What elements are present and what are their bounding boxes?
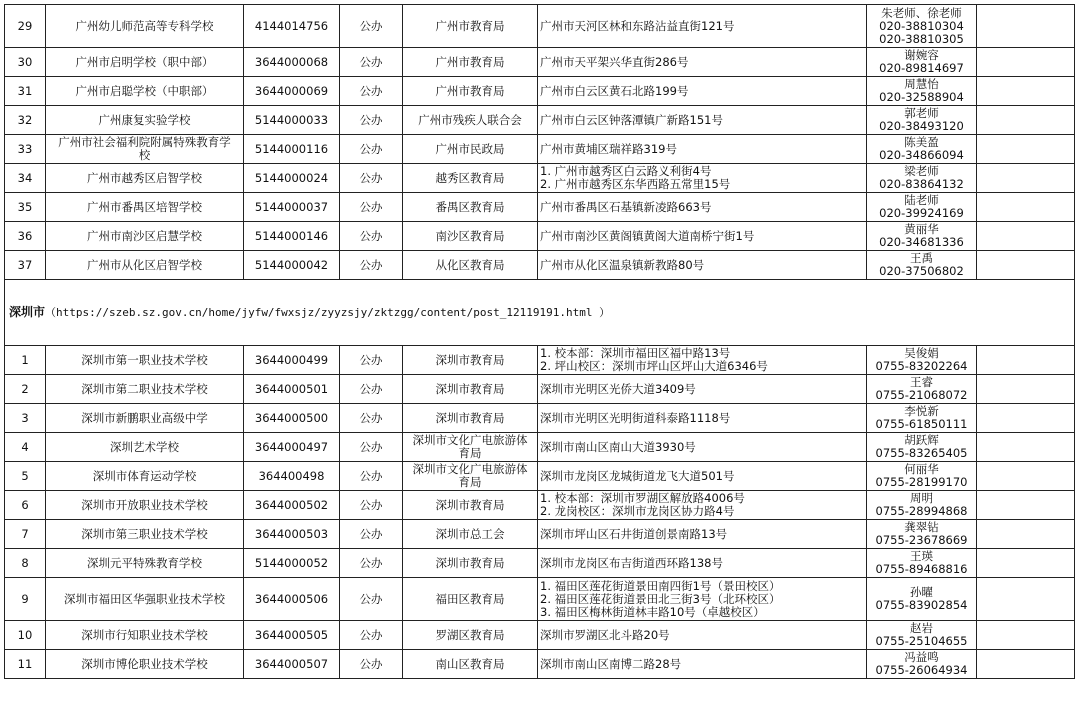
contact-cell — [867, 549, 977, 578]
address-cell — [538, 251, 867, 280]
school-name-line: 广州市越秀区启智学校 — [87, 170, 202, 185]
address-cell — [538, 77, 867, 106]
contact-line: 020-34681336 — [879, 235, 964, 249]
authority-cell — [403, 106, 538, 135]
table-row — [5, 135, 1075, 164]
school-code-cell: 3644000505 — [244, 621, 340, 650]
school-code-cell: 5144000033 — [244, 106, 340, 135]
table-row — [5, 433, 1075, 462]
school-name-line: 广州市南沙区启慧学校 — [87, 228, 202, 243]
table-row — [5, 48, 1075, 77]
address-line: 2. 广州市越秀区东华西路五常里15号 — [540, 177, 731, 191]
contact-cell — [867, 106, 977, 135]
contact-line: 王瑛 — [910, 549, 933, 563]
note-cell — [977, 346, 1075, 375]
school-code-cell: 5144000037 — [244, 193, 340, 222]
table-row — [5, 251, 1075, 280]
contact-line: 冯益鸣 — [904, 650, 939, 664]
row-number-cell: 35 — [5, 193, 46, 222]
school-type-cell: 公办 — [340, 164, 403, 193]
authority-cell — [403, 650, 538, 679]
contact-line: 020-34866094 — [879, 148, 964, 162]
school-type-cell: 公办 — [340, 650, 403, 679]
address-cell — [538, 578, 867, 621]
contact-line: 0755-83265405 — [875, 446, 968, 460]
table-row — [5, 375, 1075, 404]
address-line: 广州市白云区钟落潭镇广新路151号 — [540, 112, 723, 127]
school-name-cell — [46, 193, 244, 222]
school-type-cell: 公办 — [340, 578, 403, 621]
school-type-cell: 公办 — [340, 251, 403, 280]
note-cell — [977, 135, 1075, 164]
authority-cell — [403, 433, 538, 462]
contact-line: 0755-25104655 — [875, 634, 968, 648]
row-number-cell: 31 — [5, 77, 46, 106]
authority-line: 深圳市教育局 — [435, 555, 505, 570]
contact-line: 吴俊娟 — [904, 346, 939, 360]
authority-cell — [403, 5, 538, 48]
table-row — [5, 650, 1075, 679]
school-type-cell: 公办 — [340, 346, 403, 375]
contact-cell — [867, 404, 977, 433]
school-name-line: 深圳市体育运动学校 — [92, 468, 197, 483]
contact-line: 0755-26064934 — [875, 663, 968, 677]
row-number-cell: 7 — [5, 520, 46, 549]
note-cell — [977, 48, 1075, 77]
address-cell — [538, 462, 867, 491]
school-code-cell: 3644000499 — [244, 346, 340, 375]
school-name-cell — [46, 164, 244, 193]
authority-cell — [403, 404, 538, 433]
school-name-cell — [46, 222, 244, 251]
address-line: 广州市番禺区石基镇新凌路663号 — [540, 199, 712, 214]
school-type-cell: 公办 — [340, 404, 403, 433]
shenzhen-rows — [5, 346, 1075, 679]
note-cell — [977, 621, 1075, 650]
row-number-cell: 4 — [5, 433, 46, 462]
contact-line: 020-89814697 — [879, 61, 964, 75]
address-line: 深圳市坪山区石井街道创景南路13号 — [540, 526, 728, 541]
contact-line: 赵岩 — [910, 621, 933, 635]
table-row — [5, 491, 1075, 520]
authority-cell — [403, 621, 538, 650]
school-name-line: 深圳市新鹏职业高级中学 — [81, 410, 208, 425]
address-line: 深圳市南山区南博二路28号 — [540, 656, 682, 671]
authority-cell — [403, 222, 538, 251]
address-cell — [538, 404, 867, 433]
table-row — [5, 5, 1075, 48]
contact-cell — [867, 5, 977, 48]
contact-line: 0755-21068072 — [875, 388, 968, 402]
shenzhen-section — [5, 280, 1075, 346]
school-code-cell: 3644000502 — [244, 491, 340, 520]
authority-line: 深圳市文化广电旅游体 — [412, 462, 528, 476]
contact-cell — [867, 491, 977, 520]
school-type-cell: 公办 — [340, 375, 403, 404]
school-type-cell: 公办 — [340, 520, 403, 549]
authority-line: 越秀区教育局 — [435, 170, 505, 185]
authority-line: 广州市教育局 — [435, 54, 505, 69]
note-cell — [977, 222, 1075, 251]
authority-line: 番禺区教育局 — [435, 199, 505, 214]
contact-cell — [867, 48, 977, 77]
school-code-cell: 3644000069 — [244, 77, 340, 106]
note-cell — [977, 77, 1075, 106]
school-code-cell: 3644000507 — [244, 650, 340, 679]
address-cell — [538, 650, 867, 679]
school-type-cell: 公办 — [340, 433, 403, 462]
school-name-line: 广州康复实验学校 — [98, 112, 191, 127]
address-line: 深圳市龙岗区布吉街道西环路138号 — [540, 555, 723, 570]
contact-line: 020-38493120 — [879, 119, 964, 133]
school-code-cell: 5144000052 — [244, 549, 340, 578]
table-row — [5, 106, 1075, 135]
school-type-cell: 公办 — [340, 135, 403, 164]
address-cell — [538, 135, 867, 164]
note-cell — [977, 193, 1075, 222]
note-cell — [977, 491, 1075, 520]
school-name-cell — [46, 251, 244, 280]
authority-line: 广州市教育局 — [435, 83, 505, 98]
contact-line: 周慧怡 — [904, 77, 939, 91]
school-name-line: 校 — [138, 148, 151, 162]
address-line: 深圳市龙岗区龙城街道龙飞大道501号 — [540, 468, 735, 483]
row-number-cell: 8 — [5, 549, 46, 578]
contact-line: 020-37506802 — [879, 264, 964, 278]
contact-cell — [867, 520, 977, 549]
address-line: 广州市天河区林和东路沾益直街121号 — [540, 18, 735, 33]
authority-cell — [403, 462, 538, 491]
contact-cell — [867, 650, 977, 679]
section-header-cell — [5, 280, 1075, 346]
address-line: 深圳市光明区光侨大道3409号 — [540, 381, 696, 396]
school-name-cell — [46, 346, 244, 375]
note-cell — [977, 404, 1075, 433]
note-cell — [977, 5, 1075, 48]
authority-line: 深圳市教育局 — [435, 381, 505, 396]
row-number-cell: 1 — [5, 346, 46, 375]
authority-line: 南山区教育局 — [435, 656, 505, 671]
address-cell — [538, 106, 867, 135]
contact-cell — [867, 77, 977, 106]
contact-line: 王睿 — [910, 375, 933, 389]
school-code-cell: 5144000042 — [244, 251, 340, 280]
contact-line: 李悦新 — [904, 404, 939, 418]
contact-line: 020-39924169 — [879, 206, 964, 220]
table-row — [5, 621, 1075, 650]
contact-line: 020-38810305 — [879, 31, 964, 46]
authority-cell — [403, 520, 538, 549]
authority-cell — [403, 346, 538, 375]
row-number-cell: 32 — [5, 106, 46, 135]
table-row — [5, 346, 1075, 375]
note-cell — [977, 650, 1075, 679]
school-name-cell — [46, 48, 244, 77]
school-name-line: 广州市从化区启智学校 — [87, 257, 202, 272]
address-line: 2. 坪山校区：深圳市坪山区坪山大道6346号 — [540, 359, 768, 373]
address-cell — [538, 193, 867, 222]
contact-line: 周明 — [910, 491, 933, 505]
address-cell — [538, 621, 867, 650]
school-type-cell: 公办 — [340, 549, 403, 578]
address-line: 2. 福田区莲花街道景田北三街3号（北环校区） — [540, 591, 781, 606]
address-cell — [538, 346, 867, 375]
school-name-cell — [46, 433, 244, 462]
contact-cell — [867, 578, 977, 621]
contact-line: 梁老师 — [904, 164, 939, 178]
row-number-cell: 33 — [5, 135, 46, 164]
school-name-cell — [46, 135, 244, 164]
school-code-cell: 3644000497 — [244, 433, 340, 462]
school-name-line: 广州市启聪学校（中职部） — [75, 83, 214, 98]
authority-line: 深圳市教育局 — [435, 410, 505, 425]
authority-cell — [403, 48, 538, 77]
school-name-cell — [46, 77, 244, 106]
school-code-cell: 3644000068 — [244, 48, 340, 77]
school-code-cell: 4144014756 — [244, 5, 340, 48]
row-number-cell: 10 — [5, 621, 46, 650]
table-row — [5, 404, 1075, 433]
table-row — [5, 222, 1075, 251]
contact-line: 胡跃辉 — [904, 433, 939, 447]
address-cell — [538, 375, 867, 404]
school-type-cell: 公办 — [340, 462, 403, 491]
note-cell — [977, 251, 1075, 280]
section-header-row — [5, 280, 1075, 346]
table-row — [5, 549, 1075, 578]
school-name-line: 深圳元平特殊教育学校 — [87, 555, 202, 570]
school-code-cell: 364400498 — [244, 462, 340, 491]
contact-line: 黄丽华 — [904, 222, 939, 236]
school-code-cell: 3644000503 — [244, 520, 340, 549]
school-name-cell — [46, 106, 244, 135]
contact-line: 陈美盈 — [904, 135, 939, 149]
contact-line: 0755-61850111 — [875, 417, 968, 431]
school-type-cell: 公办 — [340, 491, 403, 520]
note-cell — [977, 549, 1075, 578]
address-cell — [538, 433, 867, 462]
row-number-cell: 34 — [5, 164, 46, 193]
contact-line: 020-32588904 — [879, 90, 964, 104]
school-code-cell: 3644000506 — [244, 578, 340, 621]
school-name-cell — [46, 375, 244, 404]
contact-line: 020-38810304 — [879, 18, 964, 33]
contact-cell — [867, 621, 977, 650]
table-row — [5, 578, 1075, 621]
row-number-cell: 37 — [5, 251, 46, 280]
school-code-cell: 3644000501 — [244, 375, 340, 404]
school-type-cell: 公办 — [340, 48, 403, 77]
contact-cell — [867, 251, 977, 280]
table-row — [5, 164, 1075, 193]
authority-line: 育局 — [458, 475, 482, 489]
authority-line: 深圳市教育局 — [435, 497, 505, 512]
school-name-line: 广州幼儿师范高等专科学校 — [75, 18, 214, 33]
authority-line: 育局 — [458, 446, 482, 460]
address-cell — [538, 549, 867, 578]
school-name-cell — [46, 520, 244, 549]
contact-cell — [867, 433, 977, 462]
school-type-cell: 公办 — [340, 5, 403, 48]
note-cell — [977, 375, 1075, 404]
authority-cell — [403, 135, 538, 164]
school-name-cell — [46, 621, 244, 650]
address-line: 3. 福田区梅林街道林丰路10号（卓越校区） — [540, 604, 765, 619]
contact-line: 郭老师 — [904, 106, 939, 120]
school-name-line: 深圳市开放职业技术学校 — [81, 497, 208, 512]
school-name-cell — [46, 549, 244, 578]
note-cell — [977, 106, 1075, 135]
authority-line: 广州市教育局 — [435, 18, 505, 33]
school-code-cell: 5144000024 — [244, 164, 340, 193]
note-cell — [977, 433, 1075, 462]
address-line: 1. 校本部：深圳市福田区福中路13号 — [540, 346, 731, 360]
address-line: 深圳市南山区南山大道3930号 — [540, 439, 696, 454]
row-number-cell: 6 — [5, 491, 46, 520]
row-number-cell: 30 — [5, 48, 46, 77]
school-name-line: 深圳市第二职业技术学校 — [81, 381, 208, 396]
authority-cell — [403, 375, 538, 404]
school-name-cell — [46, 5, 244, 48]
table-row — [5, 193, 1075, 222]
contact-line: 孙曜 — [910, 585, 933, 599]
row-number-cell: 11 — [5, 650, 46, 679]
address-cell — [538, 5, 867, 48]
table-row — [5, 520, 1075, 549]
contact-line: 0755-83202264 — [875, 359, 968, 373]
authority-cell — [403, 491, 538, 520]
address-line: 广州市南沙区黄阁镇黄阁大道南桥宁街1号 — [540, 228, 755, 243]
authority-cell — [403, 164, 538, 193]
school-name-cell — [46, 462, 244, 491]
school-type-cell: 公办 — [340, 193, 403, 222]
school-name-cell — [46, 650, 244, 679]
contact-cell — [867, 135, 977, 164]
authority-line: 广州市民政局 — [435, 141, 505, 156]
section-city-name: 深圳市 — [9, 305, 46, 319]
row-number-cell: 3 — [5, 404, 46, 433]
school-name-cell — [46, 578, 244, 621]
row-number-cell: 9 — [5, 578, 46, 621]
address-cell — [538, 48, 867, 77]
contact-line: 龚翠钻 — [904, 520, 939, 534]
authority-line: 深圳市教育局 — [435, 352, 505, 367]
row-number-cell: 2 — [5, 375, 46, 404]
contact-cell — [867, 164, 977, 193]
row-number-cell: 29 — [5, 5, 46, 48]
school-type-cell: 公办 — [340, 77, 403, 106]
contact-cell — [867, 375, 977, 404]
address-line: 广州市从化区温泉镇新教路80号 — [540, 257, 705, 272]
guangzhou-rows — [5, 5, 1075, 280]
authority-cell — [403, 578, 538, 621]
address-line: 深圳市罗湖区北斗路20号 — [540, 627, 670, 642]
contact-line: 朱老师、徐老师 — [881, 5, 962, 20]
contact-line: 何丽华 — [904, 462, 939, 476]
table-row — [5, 462, 1075, 491]
authority-line: 深圳市总工会 — [435, 526, 505, 541]
row-number-cell: 36 — [5, 222, 46, 251]
address-line: 广州市黄埔区瑞祥路319号 — [540, 141, 677, 156]
note-cell — [977, 462, 1075, 491]
contact-cell — [867, 222, 977, 251]
contact-line: 王禹 — [910, 251, 933, 265]
contact-line: 陆老师 — [904, 193, 939, 207]
address-cell — [538, 164, 867, 193]
contact-cell — [867, 193, 977, 222]
school-name-line: 深圳市博伦职业技术学校 — [81, 656, 208, 671]
address-line: 广州市天平架兴华直街286号 — [540, 54, 689, 69]
contact-line: 0755-23678669 — [875, 533, 968, 547]
school-name-line: 深圳市第三职业技术学校 — [81, 526, 208, 541]
authority-line: 从化区教育局 — [435, 257, 505, 272]
authority-cell — [403, 193, 538, 222]
school-type-cell: 公办 — [340, 106, 403, 135]
contact-line: 0755-28994868 — [875, 504, 968, 518]
school-name-line: 广州市社会福利院附属特殊教育学 — [58, 135, 231, 149]
authority-line: 罗湖区教育局 — [435, 627, 505, 642]
section-url: （https://szeb.sz.gov.cn/home/jyfw/fwxsjz/zyyzsjy/zktzgg/content/post_12119191.html ） — [45, 306, 611, 319]
authority-cell — [403, 77, 538, 106]
school-code-cell: 5144000146 — [244, 222, 340, 251]
authority-line: 广州市残疾人联合会 — [418, 112, 522, 127]
authority-line: 南沙区教育局 — [435, 228, 505, 243]
school-name-line: 深圳艺术学校 — [110, 439, 179, 454]
school-name-line: 广州市番禺区培智学校 — [87, 199, 202, 214]
contact-line: 020-83864132 — [879, 177, 964, 191]
note-cell — [977, 164, 1075, 193]
school-code-cell: 3644000500 — [244, 404, 340, 433]
address-line: 深圳市光明区光明街道科泰路1118号 — [540, 410, 731, 425]
note-cell — [977, 578, 1075, 621]
school-code-cell: 5144000116 — [244, 135, 340, 164]
contact-line: 0755-28199170 — [875, 475, 968, 489]
address-line: 1. 福田区莲花街道景田南四街1号（景田校区） — [540, 578, 781, 593]
school-name-cell — [46, 404, 244, 433]
address-line: 1. 广州市越秀区白云路义利街4号 — [540, 164, 712, 178]
authority-cell — [403, 251, 538, 280]
authority-line: 福田区教育局 — [435, 591, 505, 606]
authority-cell — [403, 549, 538, 578]
table-row — [5, 77, 1075, 106]
row-number-cell: 5 — [5, 462, 46, 491]
address-line: 1. 校本部：深圳市罗湖区解放路4006号 — [540, 491, 745, 505]
note-cell — [977, 520, 1075, 549]
school-name-line: 深圳市第一职业技术学校 — [81, 352, 208, 367]
address-cell — [538, 520, 867, 549]
contact-line: 谢婉容 — [904, 48, 939, 62]
contact-cell — [867, 462, 977, 491]
school-name-cell — [46, 491, 244, 520]
contact-line: 0755-89468816 — [875, 562, 968, 576]
school-name-line: 深圳市福田区华强职业技术学校 — [64, 591, 225, 606]
school-name-line: 广州市启明学校（职中部） — [75, 54, 214, 69]
school-name-line: 深圳市行知职业技术学校 — [81, 627, 208, 642]
address-line: 广州市白云区黄石北路199号 — [540, 83, 689, 98]
address-cell — [538, 491, 867, 520]
school-type-cell: 公办 — [340, 222, 403, 251]
address-cell — [538, 222, 867, 251]
authority-line: 深圳市文化广电旅游体 — [412, 433, 528, 447]
contact-line: 0755-83902854 — [875, 598, 968, 612]
school-table — [4, 4, 1075, 679]
address-line: 2. 龙岗校区：深圳市龙岗区协力路4号 — [540, 504, 735, 518]
school-type-cell: 公办 — [340, 621, 403, 650]
contact-cell — [867, 346, 977, 375]
